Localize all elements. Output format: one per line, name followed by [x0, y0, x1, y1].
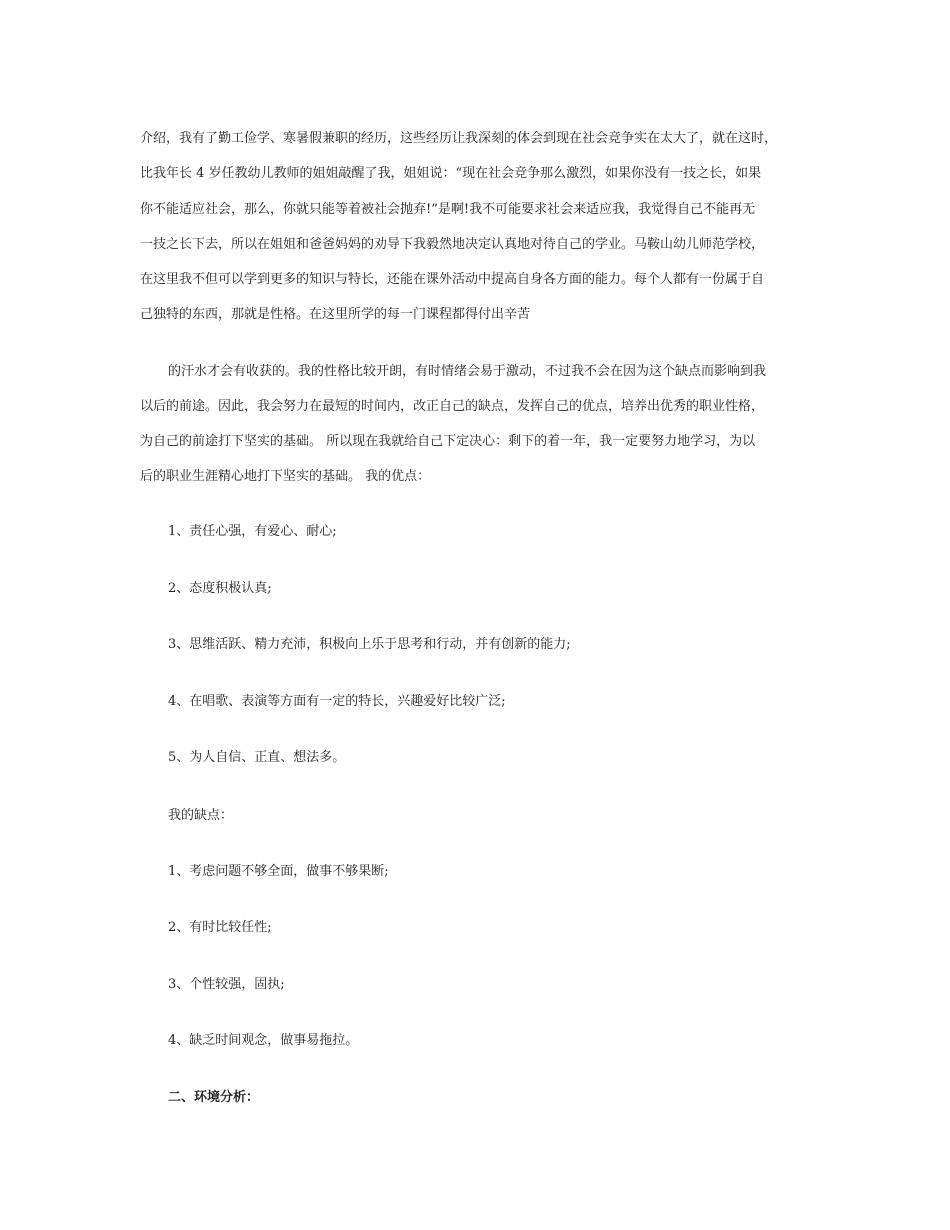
strength-item: 2、态度积极认真;: [168, 581, 272, 596]
paragraph-2-line-3: 为自己的前途打下坚实的基础。 所以现在我就给自己下定决心：剩下的着一年，我一定要努力地学习，为以: [140, 434, 756, 449]
paragraph-2-line-2: 以后的前途。因此，我会努力在最短的时间内，改正自己的缺点，发挥自己的优点，培养出优秀的职业性格，: [140, 399, 765, 414]
paragraph-1-line-2: 比我年长 4 岁任教幼儿教师的姐姐敲醒了我，姐姐说：“现在社会竞争那么激烈，如果你没有一技之长，如果: [140, 166, 762, 181]
strength-item: 1、责任心强，有爱心、耐心;: [168, 524, 337, 539]
weakness-item: 4、缺乏时间观念，做事易拖拉。: [168, 1033, 359, 1048]
strength-item: 5、为人自信、正直、想法多。: [168, 750, 346, 765]
paragraph-1-line-5: 在这里我不但可以学到更多的知识与特长，还能在课外活动中提高自身各方面的能力。每个人都有一份属于自: [140, 272, 765, 287]
paragraph-2-line-1: 的汗水才会有收获的。我的性格比较开朗，有时情绪会易于激动，不过我不会在因为这个缺点而影响到我: [168, 364, 767, 379]
weaknesses-heading: 我的缺点：: [168, 808, 234, 823]
weakness-item: 1、考虑问题不够全面，做事不够果断;: [168, 864, 389, 879]
paragraph-1-line-1: 介绍，我有了勤工俭学、寒暑假兼职的经历，这些经历让我深刻的体会到现在社会竞争实在太大了，就在这时，: [140, 131, 778, 146]
paragraph-1-line-6: 己独特的东西，那就是性格。在这里所学的每一门课程都得付出辛苦: [140, 307, 531, 322]
paragraph-1-line-4: 一技之长下去，所以在姐姐和爸爸妈妈的劝导下我毅然地决定认真地对待自己的学业。马鞍山幼儿师范学校，: [140, 237, 765, 252]
section-heading: 二、环境分析：: [168, 1090, 260, 1105]
strength-item: 3、思维活跃、精力充沛，积极向上乐于思考和行动，并有创新的能力;: [168, 637, 571, 652]
paragraph-1-line-3: 你不能适应社会，那么，你就只能等着被社会抛弃!”是啊!我不可能要求社会来适应我，我觉得自己不能再无: [140, 202, 756, 217]
weakness-item: 2、有时比较任性;: [168, 920, 272, 935]
weakness-item: 3、个性较强，固执;: [168, 977, 285, 992]
strength-item: 4、在唱歌、表演等方面有一定的特长，兴趣爱好比较广泛;: [168, 694, 506, 709]
paragraph-2-line-4: 后的职业生涯精心地打下坚实的基础。 我的优点：: [140, 469, 431, 484]
